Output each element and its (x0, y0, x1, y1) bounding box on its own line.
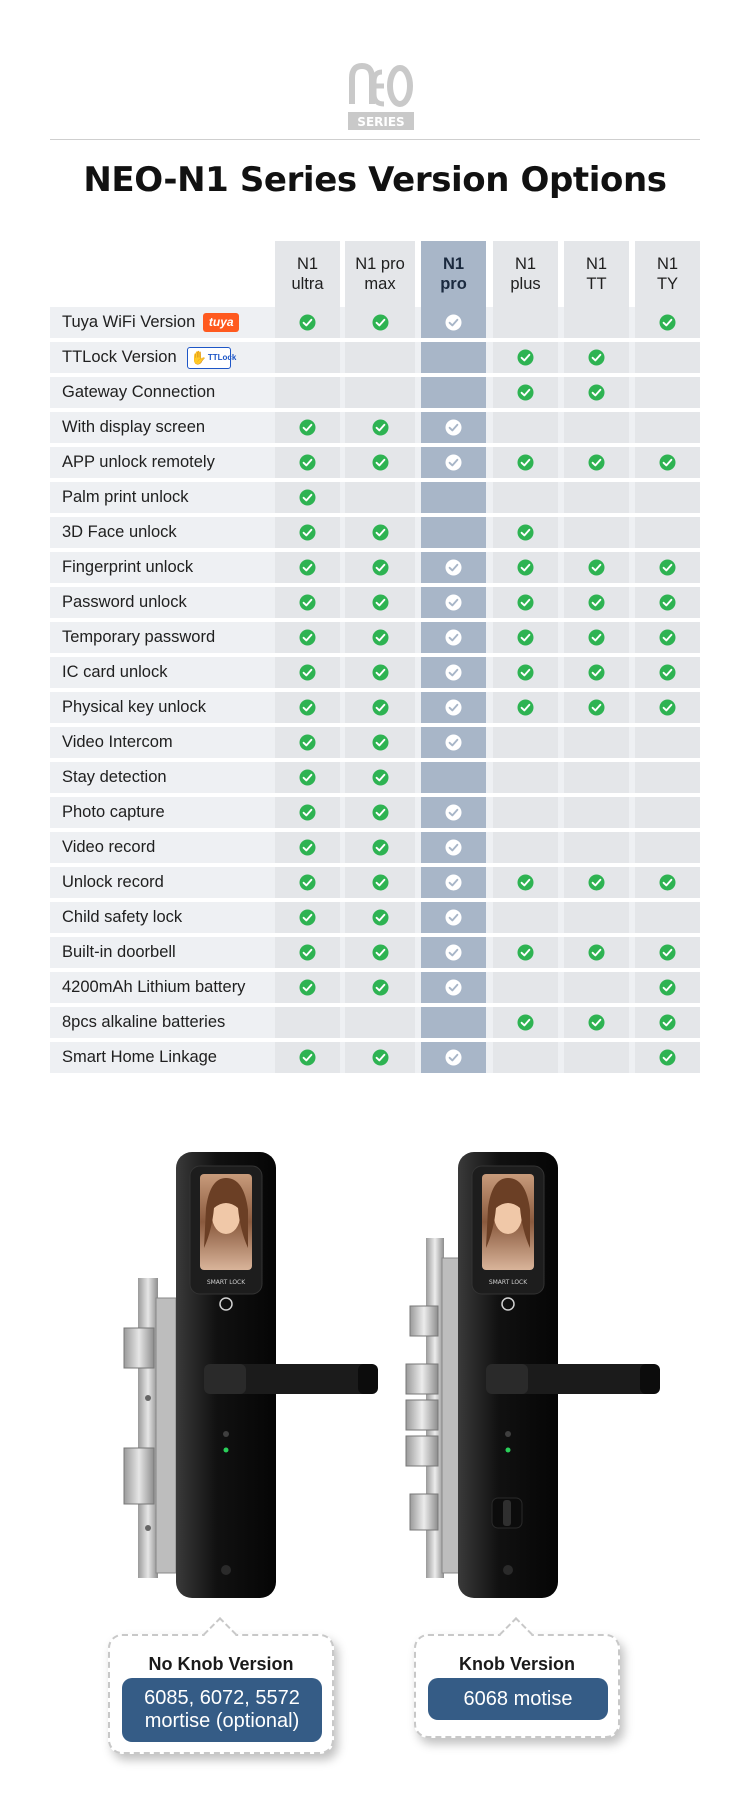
check-icon (372, 559, 389, 576)
no-knob-title: No Knob Version (148, 1654, 294, 1674)
feature-label (62, 342, 237, 373)
check-icon (372, 979, 389, 996)
check-icon (445, 734, 462, 751)
check-icon (372, 314, 389, 331)
feature-label-text: Child safety lock (62, 908, 183, 926)
check-icon (299, 734, 316, 751)
feature-label-text: Tuya WiFi Version (62, 313, 196, 331)
feature-label (62, 1007, 225, 1038)
check-icon (299, 489, 316, 506)
check-icon (517, 454, 534, 471)
column-header (345, 241, 415, 307)
no-knob-lock-image (110, 1138, 380, 1603)
column-header-line1: N1 (442, 255, 465, 273)
feature-label (62, 727, 173, 758)
check-icon (299, 979, 316, 996)
feature-label (62, 412, 205, 443)
check-icon (372, 699, 389, 716)
no-knob-mortise-pill: 6085, 6072, 5572 mortise (optional) (122, 1678, 322, 1742)
feature-label-text: 3D Face unlock (62, 523, 177, 541)
feature-label-text: TTLock Version (62, 348, 177, 366)
feature-label-text: Video record (62, 838, 156, 856)
check-icon (299, 699, 316, 716)
check-icon (517, 664, 534, 681)
check-icon (659, 1014, 676, 1031)
feature-label (62, 1042, 217, 1073)
column-header (421, 241, 486, 307)
feature-label-text: IC card unlock (62, 663, 168, 681)
feature-label (62, 832, 155, 863)
feature-label-text: Video Intercom (62, 733, 173, 751)
check-icon (372, 804, 389, 821)
feature-label (62, 377, 215, 408)
feature-label (62, 867, 164, 898)
column-header-line2: pro (440, 275, 467, 293)
page-title: NEO-N1 Series Version Options (83, 160, 667, 200)
check-icon (372, 454, 389, 471)
check-icon (372, 769, 389, 786)
ttlock-badge-text: TTLock (207, 353, 237, 362)
check-icon (299, 944, 316, 961)
knob-lock-image (396, 1138, 666, 1603)
check-icon (372, 419, 389, 436)
check-icon (659, 314, 676, 331)
ttlock-logo-badge (187, 347, 237, 369)
check-icon (445, 839, 462, 856)
check-icon (588, 699, 605, 716)
check-icon (299, 664, 316, 681)
column-header-line2: ultra (291, 275, 324, 293)
check-icon (299, 804, 316, 821)
check-icon (372, 839, 389, 856)
feature-label-text: APP unlock remotely (62, 453, 215, 471)
column-header-line1: N1 (656, 255, 679, 273)
check-icon (517, 1014, 534, 1031)
feature-label (62, 902, 182, 933)
check-icon (445, 944, 462, 961)
feature-label-text: 8pcs alkaline batteries (62, 1013, 226, 1031)
feature-label-text: Photo capture (62, 803, 165, 821)
feature-label-text: Fingerprint unlock (62, 558, 194, 576)
check-icon (445, 594, 462, 611)
check-icon (659, 664, 676, 681)
column-header (635, 241, 700, 307)
feature-label (62, 972, 245, 1003)
feature-label (62, 657, 167, 688)
feature-label-text: Smart Home Linkage (62, 1048, 217, 1066)
check-icon (517, 384, 534, 401)
check-icon (659, 699, 676, 716)
check-icon (372, 734, 389, 751)
column-header-line1: N1 (514, 255, 537, 273)
check-icon (299, 524, 316, 541)
check-icon (299, 594, 316, 611)
row-separator (50, 1073, 700, 1077)
column-header-line1: N1 (296, 255, 319, 273)
column-header-line1: N1 (585, 255, 608, 273)
check-icon (445, 419, 462, 436)
feature-label-text: Physical key unlock (62, 698, 206, 716)
feature-label (62, 762, 167, 793)
feature-label (62, 552, 193, 583)
neo-series-logo (346, 58, 416, 136)
check-icon (299, 874, 316, 891)
check-icon (445, 314, 462, 331)
check-icon (445, 629, 462, 646)
check-icon (372, 629, 389, 646)
knob-callout (414, 1634, 620, 1738)
check-icon (299, 454, 316, 471)
feature-label-text: Password unlock (62, 593, 187, 611)
check-icon (299, 769, 316, 786)
feature-label (62, 587, 187, 618)
check-icon (372, 874, 389, 891)
check-icon (659, 979, 676, 996)
no-knob-callout-notch (203, 1617, 237, 1651)
check-icon (517, 559, 534, 576)
check-icon (517, 629, 534, 646)
feature-label-text: Temporary password (62, 628, 216, 646)
column-header-line2: TT (586, 275, 607, 293)
feature-label (62, 482, 189, 513)
feature-label (62, 692, 206, 723)
check-icon (445, 909, 462, 926)
feature-label-text: With display screen (62, 418, 206, 436)
column-header-line2: plus (510, 275, 541, 293)
check-icon (588, 629, 605, 646)
check-icon (445, 979, 462, 996)
knob-callout-notch (499, 1617, 533, 1651)
check-icon (372, 664, 389, 681)
feature-label-text: Gateway Connection (62, 383, 216, 401)
column-header (275, 241, 340, 307)
feature-label (62, 447, 215, 478)
knob-mortise-pill: 6068 motise (428, 1678, 608, 1720)
check-icon (588, 664, 605, 681)
check-icon (372, 1049, 389, 1066)
check-icon (445, 664, 462, 681)
check-icon (445, 454, 462, 471)
check-icon (445, 559, 462, 576)
check-icon (588, 384, 605, 401)
check-icon (299, 559, 316, 576)
check-icon (588, 559, 605, 576)
check-icon (445, 874, 462, 891)
check-icon (299, 419, 316, 436)
check-icon (659, 629, 676, 646)
check-icon (299, 909, 316, 926)
check-icon (659, 944, 676, 961)
check-icon (372, 944, 389, 961)
feature-label (62, 797, 165, 828)
check-icon (588, 944, 605, 961)
check-icon (445, 1049, 462, 1066)
check-icon (659, 559, 676, 576)
check-icon (659, 1049, 676, 1066)
feature-label-text: Palm print unlock (62, 488, 189, 506)
check-icon (588, 1014, 605, 1031)
check-icon (517, 944, 534, 961)
check-icon (445, 804, 462, 821)
column-header-line2: max (364, 275, 396, 293)
feature-label (62, 517, 177, 548)
column-header (564, 241, 629, 307)
check-icon (517, 594, 534, 611)
check-icon (299, 314, 316, 331)
check-icon (517, 524, 534, 541)
check-icon (659, 594, 676, 611)
check-icon (517, 699, 534, 716)
knob-screen-label: SMART LOCK (488, 1279, 528, 1286)
feature-label-text: 4200mAh Lithium battery (62, 978, 246, 996)
check-icon (299, 629, 316, 646)
check-icon (588, 349, 605, 366)
column-header (493, 241, 558, 307)
check-icon (588, 874, 605, 891)
check-icon (372, 524, 389, 541)
feature-label-text: Built-in doorbell (62, 943, 176, 961)
check-icon (517, 349, 534, 366)
column-header-line1: N1 pro (355, 255, 405, 273)
feature-label-text: Unlock record (62, 873, 164, 891)
check-icon (445, 699, 462, 716)
check-icon (299, 839, 316, 856)
check-icon (588, 594, 605, 611)
check-icon (372, 909, 389, 926)
feature-label-text: Stay detection (62, 768, 167, 786)
column-header-line2: TY (656, 275, 679, 293)
feature-label (62, 937, 176, 968)
check-icon (299, 1049, 316, 1066)
hand-icon: ✋ (190, 350, 207, 365)
no-knob-screen-label: SMART LOCK (206, 1279, 246, 1286)
feature-label (62, 622, 215, 653)
check-icon (659, 874, 676, 891)
comparison-table (50, 241, 700, 1077)
check-icon (659, 454, 676, 471)
no-knob-callout (108, 1634, 334, 1754)
check-icon (588, 454, 605, 471)
feature-label (62, 307, 239, 338)
tuya-logo-badge: tuya (203, 313, 239, 332)
header-divider (50, 139, 700, 140)
knob-title: Knob Version (458, 1654, 575, 1674)
check-icon (517, 874, 534, 891)
logo-series-text: SERIES (357, 115, 405, 129)
check-icon (372, 594, 389, 611)
